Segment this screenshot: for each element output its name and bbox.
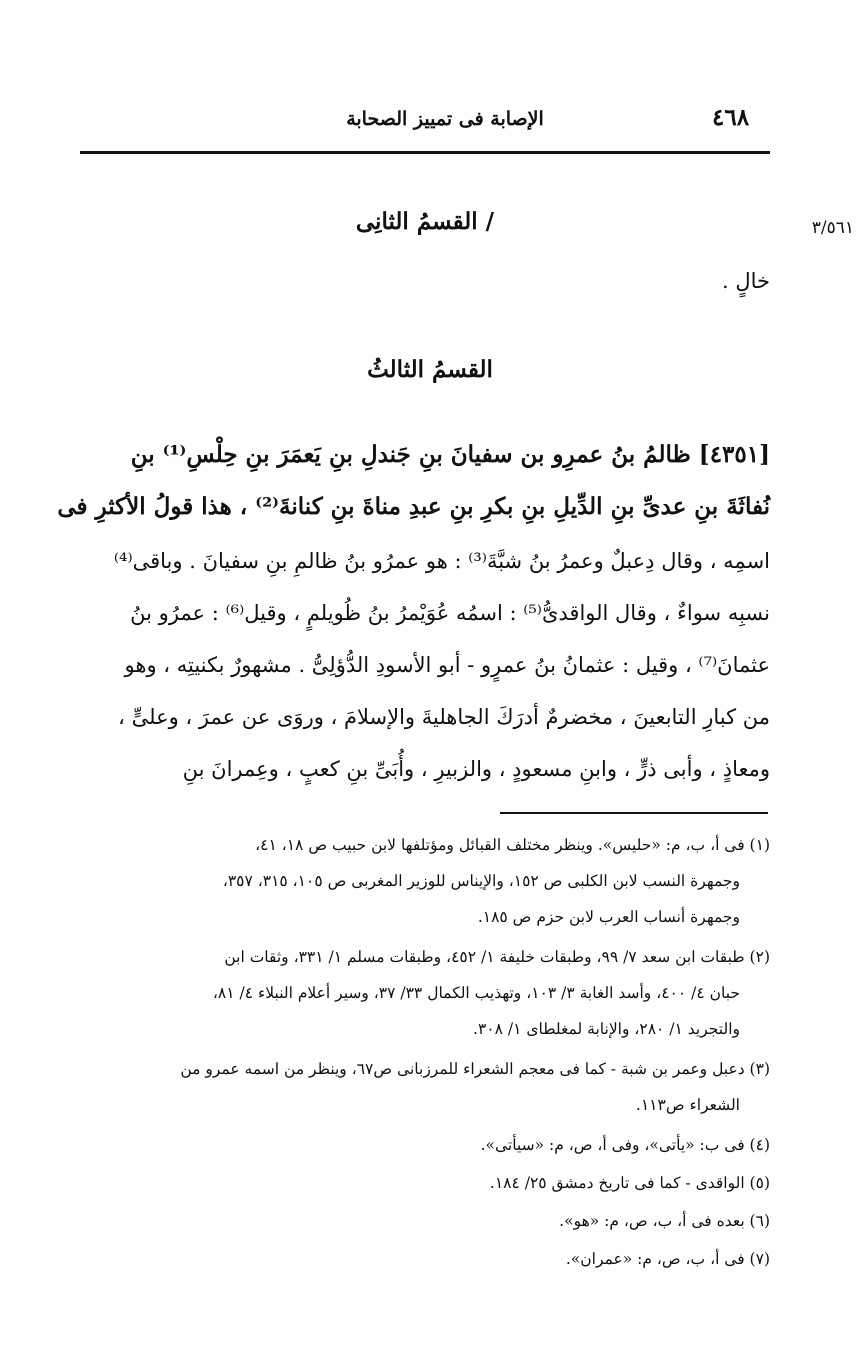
running-title: الإصابة فى تمييز الصحابة (346, 108, 544, 130)
footnote-line: وجمهرة أنساب العرب لابن حزم ص ١٨٥. (477, 908, 740, 926)
entry-line: من كبارِ التابعينَ ، مخضرمٌ أدرَكَ الجاهليةَ والإسلامَ ، وروَى عن عمرَ ، وعلىٍّ ، (118, 705, 770, 729)
footnote-line: (١) فى أ، ب، م: «حليس». وينظر مختلف القبائل ومؤتلفها لابن حبيب ص ١٨، ٤١، (255, 836, 770, 854)
page-number: ٤٦٨ (712, 104, 750, 131)
footnote-line: والتجريد ١/ ٢٨٠، والإنابة لمغلطاى ١/ ٣٠٨. (473, 1020, 740, 1038)
entry-line: اسمِه ، وقال دِعبلٌ وعمرُ بنُ شبَّةَ⁽³⁾ : هو عمرُو بنُ ظالمِ بنِ سفيانَ . وباقى⁽⁴⁾ (113, 549, 770, 573)
footnote-line: (٧) فى أ، ب، ص، م: «عمران». (565, 1250, 770, 1268)
section-three-heading: القسمُ الثالثُ (367, 356, 493, 383)
footnote-line: (٢) طبقات ابن سعد ٧/ ٩٩، وطبقات خليفة ١/ ٤٥٢، وطبقات مسلم ١/ ٣٣١، وثقات ابن (224, 948, 770, 966)
entry-line: نسبِه سواءٌ ، وقال الواقدىُّ⁽⁵⁾ : اسمُه عُوَيْمرُ بنُ ظُويلمٍ ، وقيل⁽⁶⁾ : عمرُو بنُ (130, 601, 770, 625)
header-rule (80, 151, 770, 154)
entry-line: نُفاثَةَ بنِ عدىِّ بنِ الدِّيلِ بنِ بكرِ بنِ عبدِ مناةَ بنِ كنانةَ⁽²⁾ ، هذا قولُ الأكثرِ فى (57, 493, 770, 520)
footnote-line: (٦) بعده فى أ، ب، ص، م: «هو». (559, 1212, 770, 1230)
continuation-line: خالٍ . (722, 269, 770, 293)
footnote-line: (٣) دعبل وعمر بن شبة - كما فى معجم الشعراء للمرزبانى ص٦٧، وينظر من اسمه عمرو من (180, 1060, 770, 1078)
footnote-rule (500, 812, 768, 814)
entry-line: عثمانَ⁽⁷⁾ ، وقيل : عثمانُ بنُ عمرٍو - أبو الأسودِ الدُّؤلِىُّ . مشهورٌ بكنيتِه ، وهو (124, 653, 770, 677)
footnote-line: وجمهرة النسب لابن الكلبى ص ١٥٢، والإيناس للوزير المغربى ص ١٠٥، ٣١٥، ٣٥٧، (222, 872, 740, 890)
section-two-heading: / القسمُ الثانِى (355, 208, 495, 235)
footnote-line: (٥) الواقدى - كما فى تاريخ دمشق ٢٥/ ١٨٤. (489, 1174, 770, 1192)
entry-line: ومعاذٍ ، وأبى ذرٍّ ، وابنِ مسعودٍ ، والزبيرِ ، وأُبَىِّ بنِ كعبٍ ، وعِمرانَ بنِ (182, 757, 770, 781)
footnote-line: حبان ٤/ ٤٠٠، وأسد الغابة ٣/ ١٠٣، وتهذيب الكمال ٣٣/ ٣٧، وسير أعلام النبلاء ٤/ ٨١، (212, 984, 740, 1002)
footnote-line: الشعراء ص١١٣. (635, 1096, 740, 1114)
footnote-line: (٤) فى ب: «يأتى»، وفى أ، ص، م: «سيأتى». (480, 1136, 770, 1154)
margin-reference: ٣/٥٦١ (811, 218, 854, 238)
entry-line: [٤٣٥١] ظالمُ بنُ عمرِو بن سفيانَ بنِ جَندلِ بنِ يَعمَرَ بنِ حِلْسِ⁽¹⁾ بنِ (130, 441, 770, 468)
